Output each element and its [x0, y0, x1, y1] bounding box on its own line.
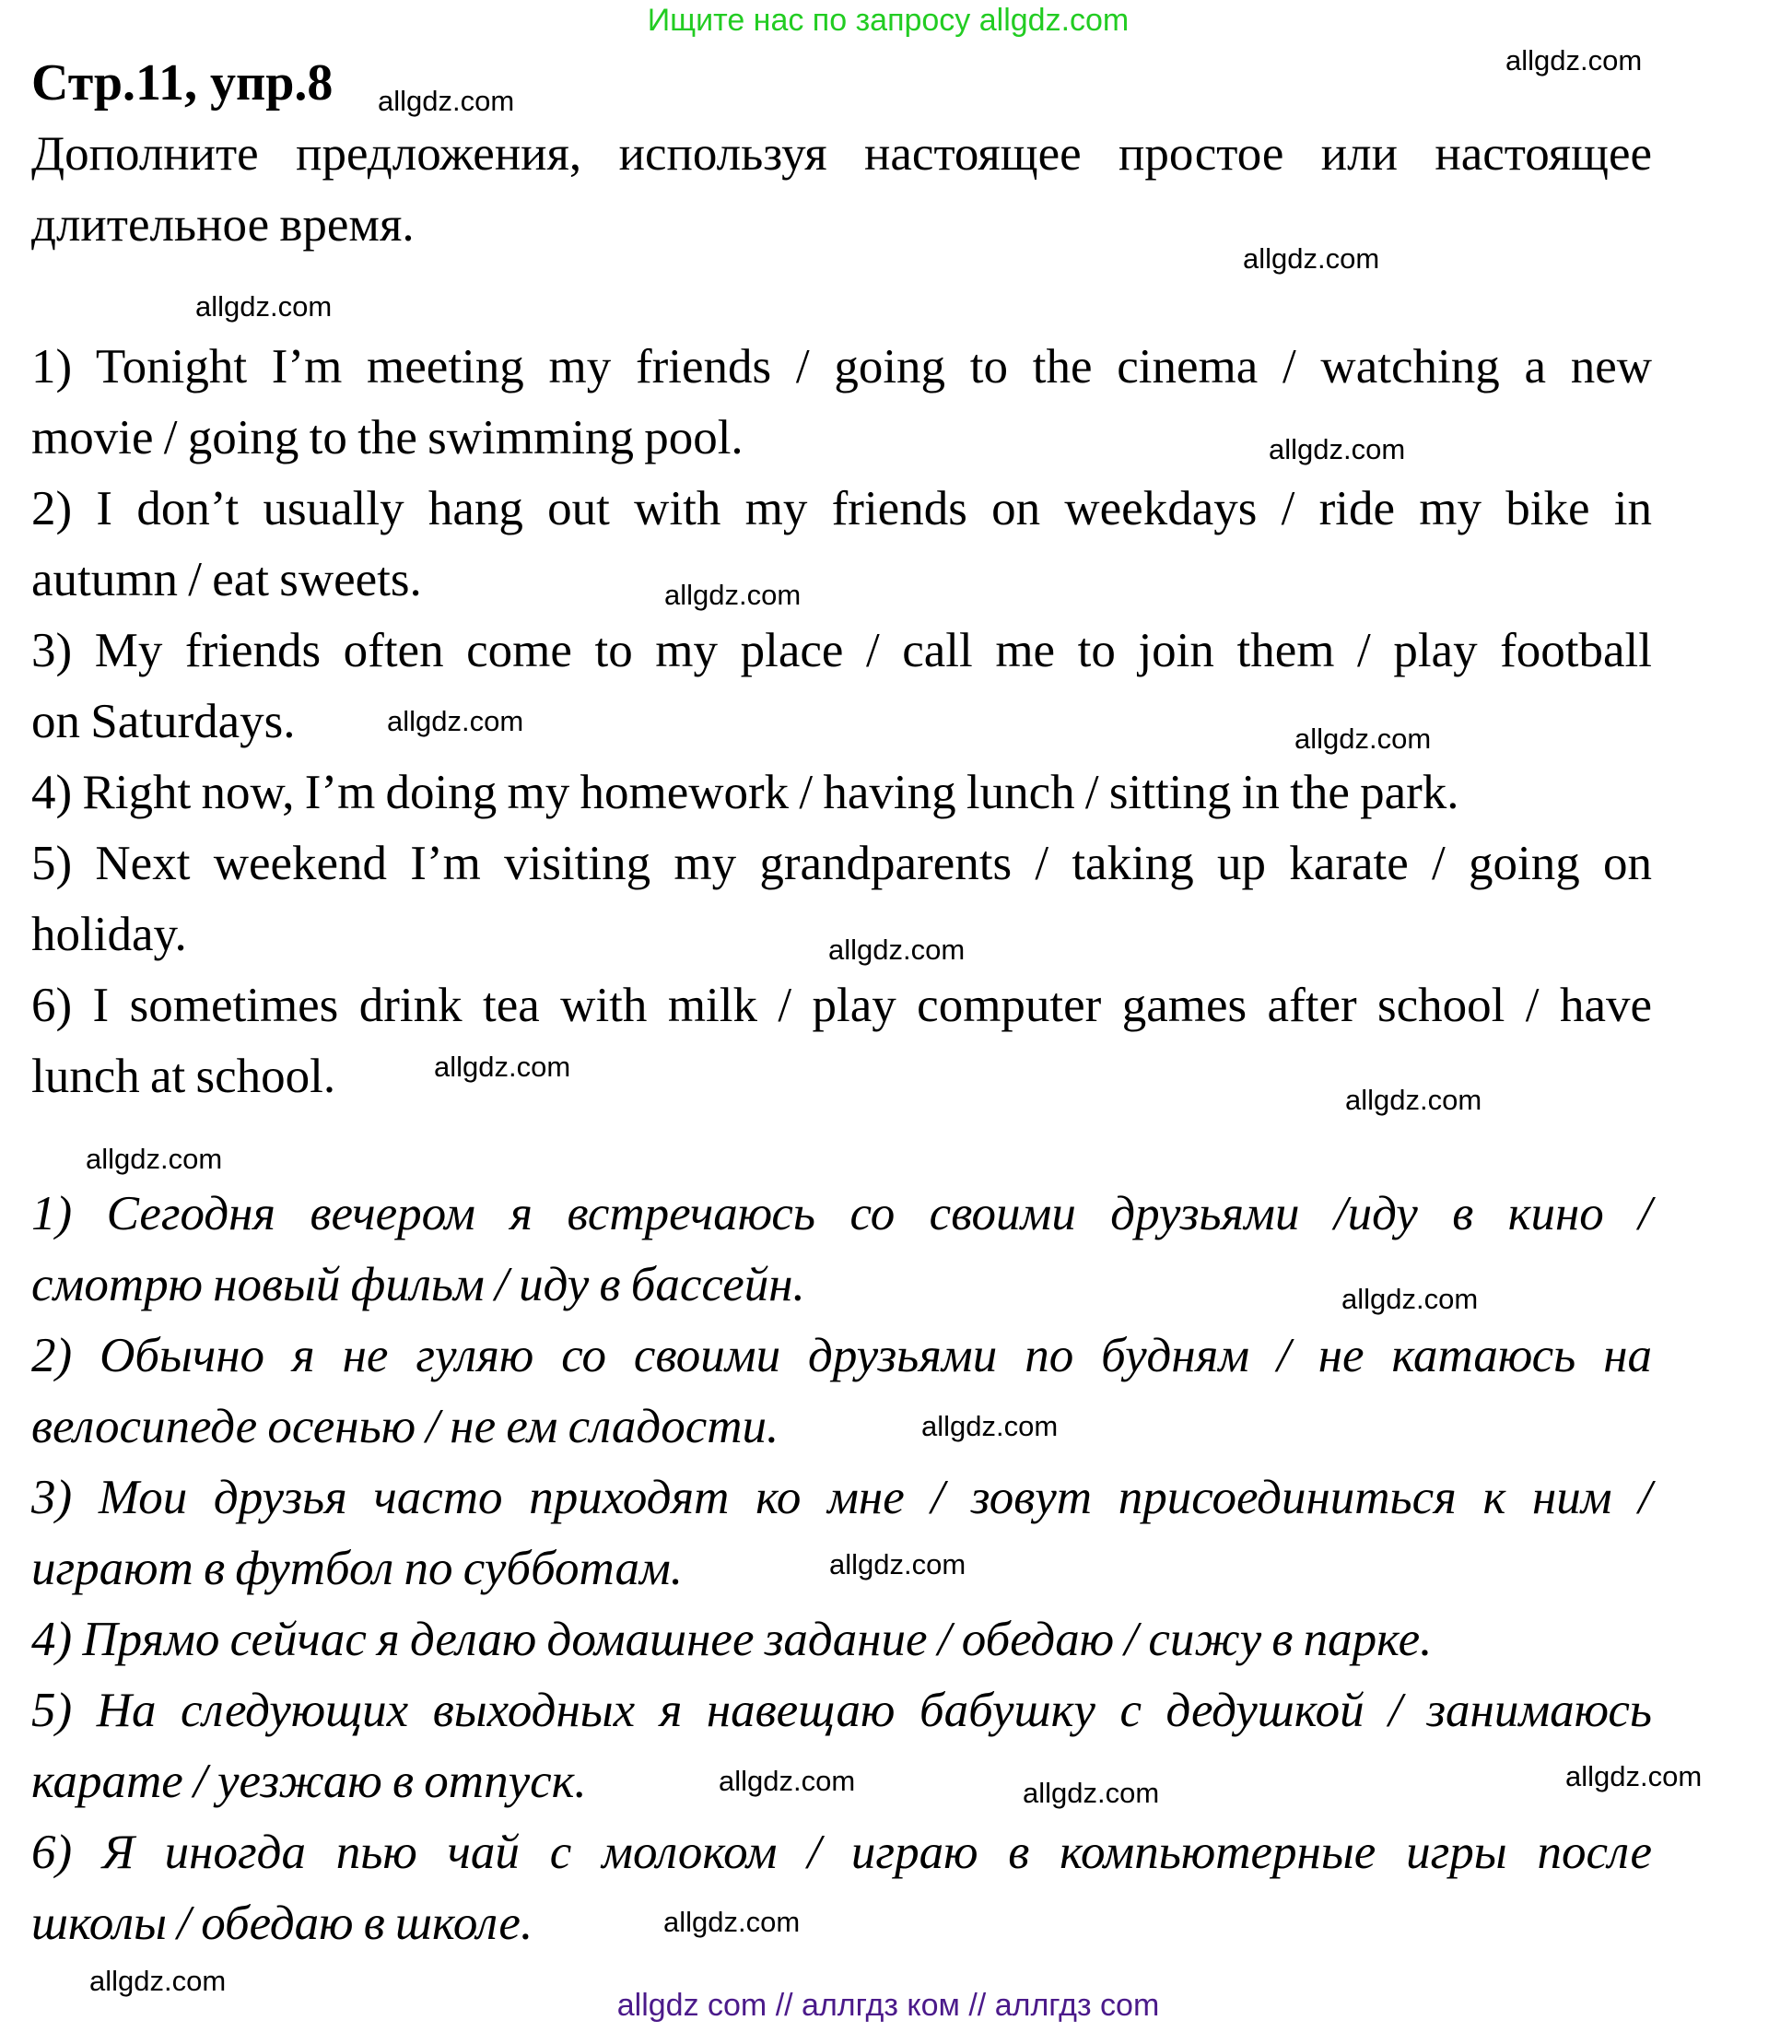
watermark-text: allgdz.com: [434, 1051, 571, 1083]
russian-item-line: велосипеде осенью / не ем сладости.: [31, 1400, 779, 1453]
english-item-line: holiday.: [31, 908, 187, 961]
instruction: [31, 119, 1652, 261]
page-title: Стр.11, упр.8: [31, 54, 334, 112]
watermark-text: allgdz.com: [1294, 722, 1432, 755]
english-item-line: 4) Right now, I’m doing my homework / having lunch / sitting in the park.: [31, 766, 1459, 819]
watermark-text: allgdz.com: [1243, 242, 1380, 275]
watermark-text: allgdz.com: [829, 1548, 966, 1580]
russian-item-line: играют в футбол по субботам.: [31, 1542, 684, 1595]
watermark-text: allgdz.com: [1269, 433, 1406, 465]
russian-item-line: 5) На следующих выходных я навещаю бабушку с дедушкой / занимаюсь: [31, 1684, 1652, 1737]
watermark-text: allgdz.com: [1345, 1084, 1482, 1116]
english-item-line: on Saturdays.: [31, 695, 296, 748]
russian-item-line: 2) Обычно я не гуляю со своими друзьями по будням / не катаюсь на: [31, 1329, 1652, 1382]
russian-item-line: 6) Я иногда пью чай с молоком / играю в компьютерные игры после: [31, 1826, 1652, 1879]
russian-item-line: школы / обедаю в школе.: [31, 1897, 533, 1950]
watermark-text: allgdz.com: [89, 1965, 227, 1997]
english-item-line: 2) I don’t usually hang out with my friends on weekdays / ride my bike in: [31, 482, 1652, 535]
russian-item-line: смотрю новый фильм / иду в бассейн.: [31, 1258, 805, 1311]
watermark-text: allgdz.com: [664, 579, 802, 611]
russian-item-line: 4) Прямо сейчас я делаю домашнее задание / обедаю / сижу в парке.: [31, 1613, 1433, 1666]
english-item-line: 3) My friends often come to my place / call me to join them / play football: [31, 624, 1652, 677]
russian-item-line: 1) Сегодня вечером я встречаюсь со своими друзьями /иду в кино /: [31, 1187, 1652, 1240]
watermark-text: allgdz.com: [387, 705, 524, 737]
watermark-text: allgdz.com: [1023, 1777, 1160, 1809]
watermark-text: allgdz.com: [1341, 1283, 1479, 1315]
english-item-line: 1) Tonight I’m meeting my friends / going to the cinema / watching a new: [31, 340, 1652, 394]
instruction-line: Дополните предложения, используя настоящее простое или настоящее: [31, 127, 1652, 181]
watermark-text: allgdz.com: [86, 1143, 223, 1175]
watermark-text: allgdz.com: [1505, 44, 1643, 76]
watermark-text: allgdz.com: [1565, 1760, 1703, 1792]
footer-watermark: allgdz com // аллгдз ком // аллгдз com: [616, 1988, 1160, 2023]
promo-banner: Ищите нас по запросу allgdz.com: [647, 3, 1130, 38]
english-item-line: autumn / eat sweets.: [31, 553, 422, 606]
english-item-line: movie / going to the swimming pool.: [31, 411, 744, 464]
watermark-text: allgdz.com: [378, 85, 515, 117]
watermark-text: allgdz.com: [719, 1765, 856, 1797]
instruction-line: длительное время.: [31, 198, 415, 252]
russian-item-line: 3) Мои друзья часто приходят ко мне / зовут присоединиться к ним /: [31, 1471, 1652, 1524]
watermark-text: allgdz.com: [663, 1906, 801, 1938]
watermark-text: allgdz.com: [921, 1410, 1059, 1442]
russian-item-line: карате / уезжаю в отпуск.: [31, 1755, 587, 1808]
watermark-text: allgdz.com: [828, 934, 966, 966]
watermark-text: allgdz.com: [195, 290, 333, 323]
english-item-line: 6) I sometimes drink tea with milk / play computer games after school / have: [31, 979, 1652, 1032]
english-item-line: 5) Next weekend I’m visiting my grandparents / taking up karate / going on: [31, 837, 1652, 890]
english-item-line: lunch at school.: [31, 1050, 336, 1103]
